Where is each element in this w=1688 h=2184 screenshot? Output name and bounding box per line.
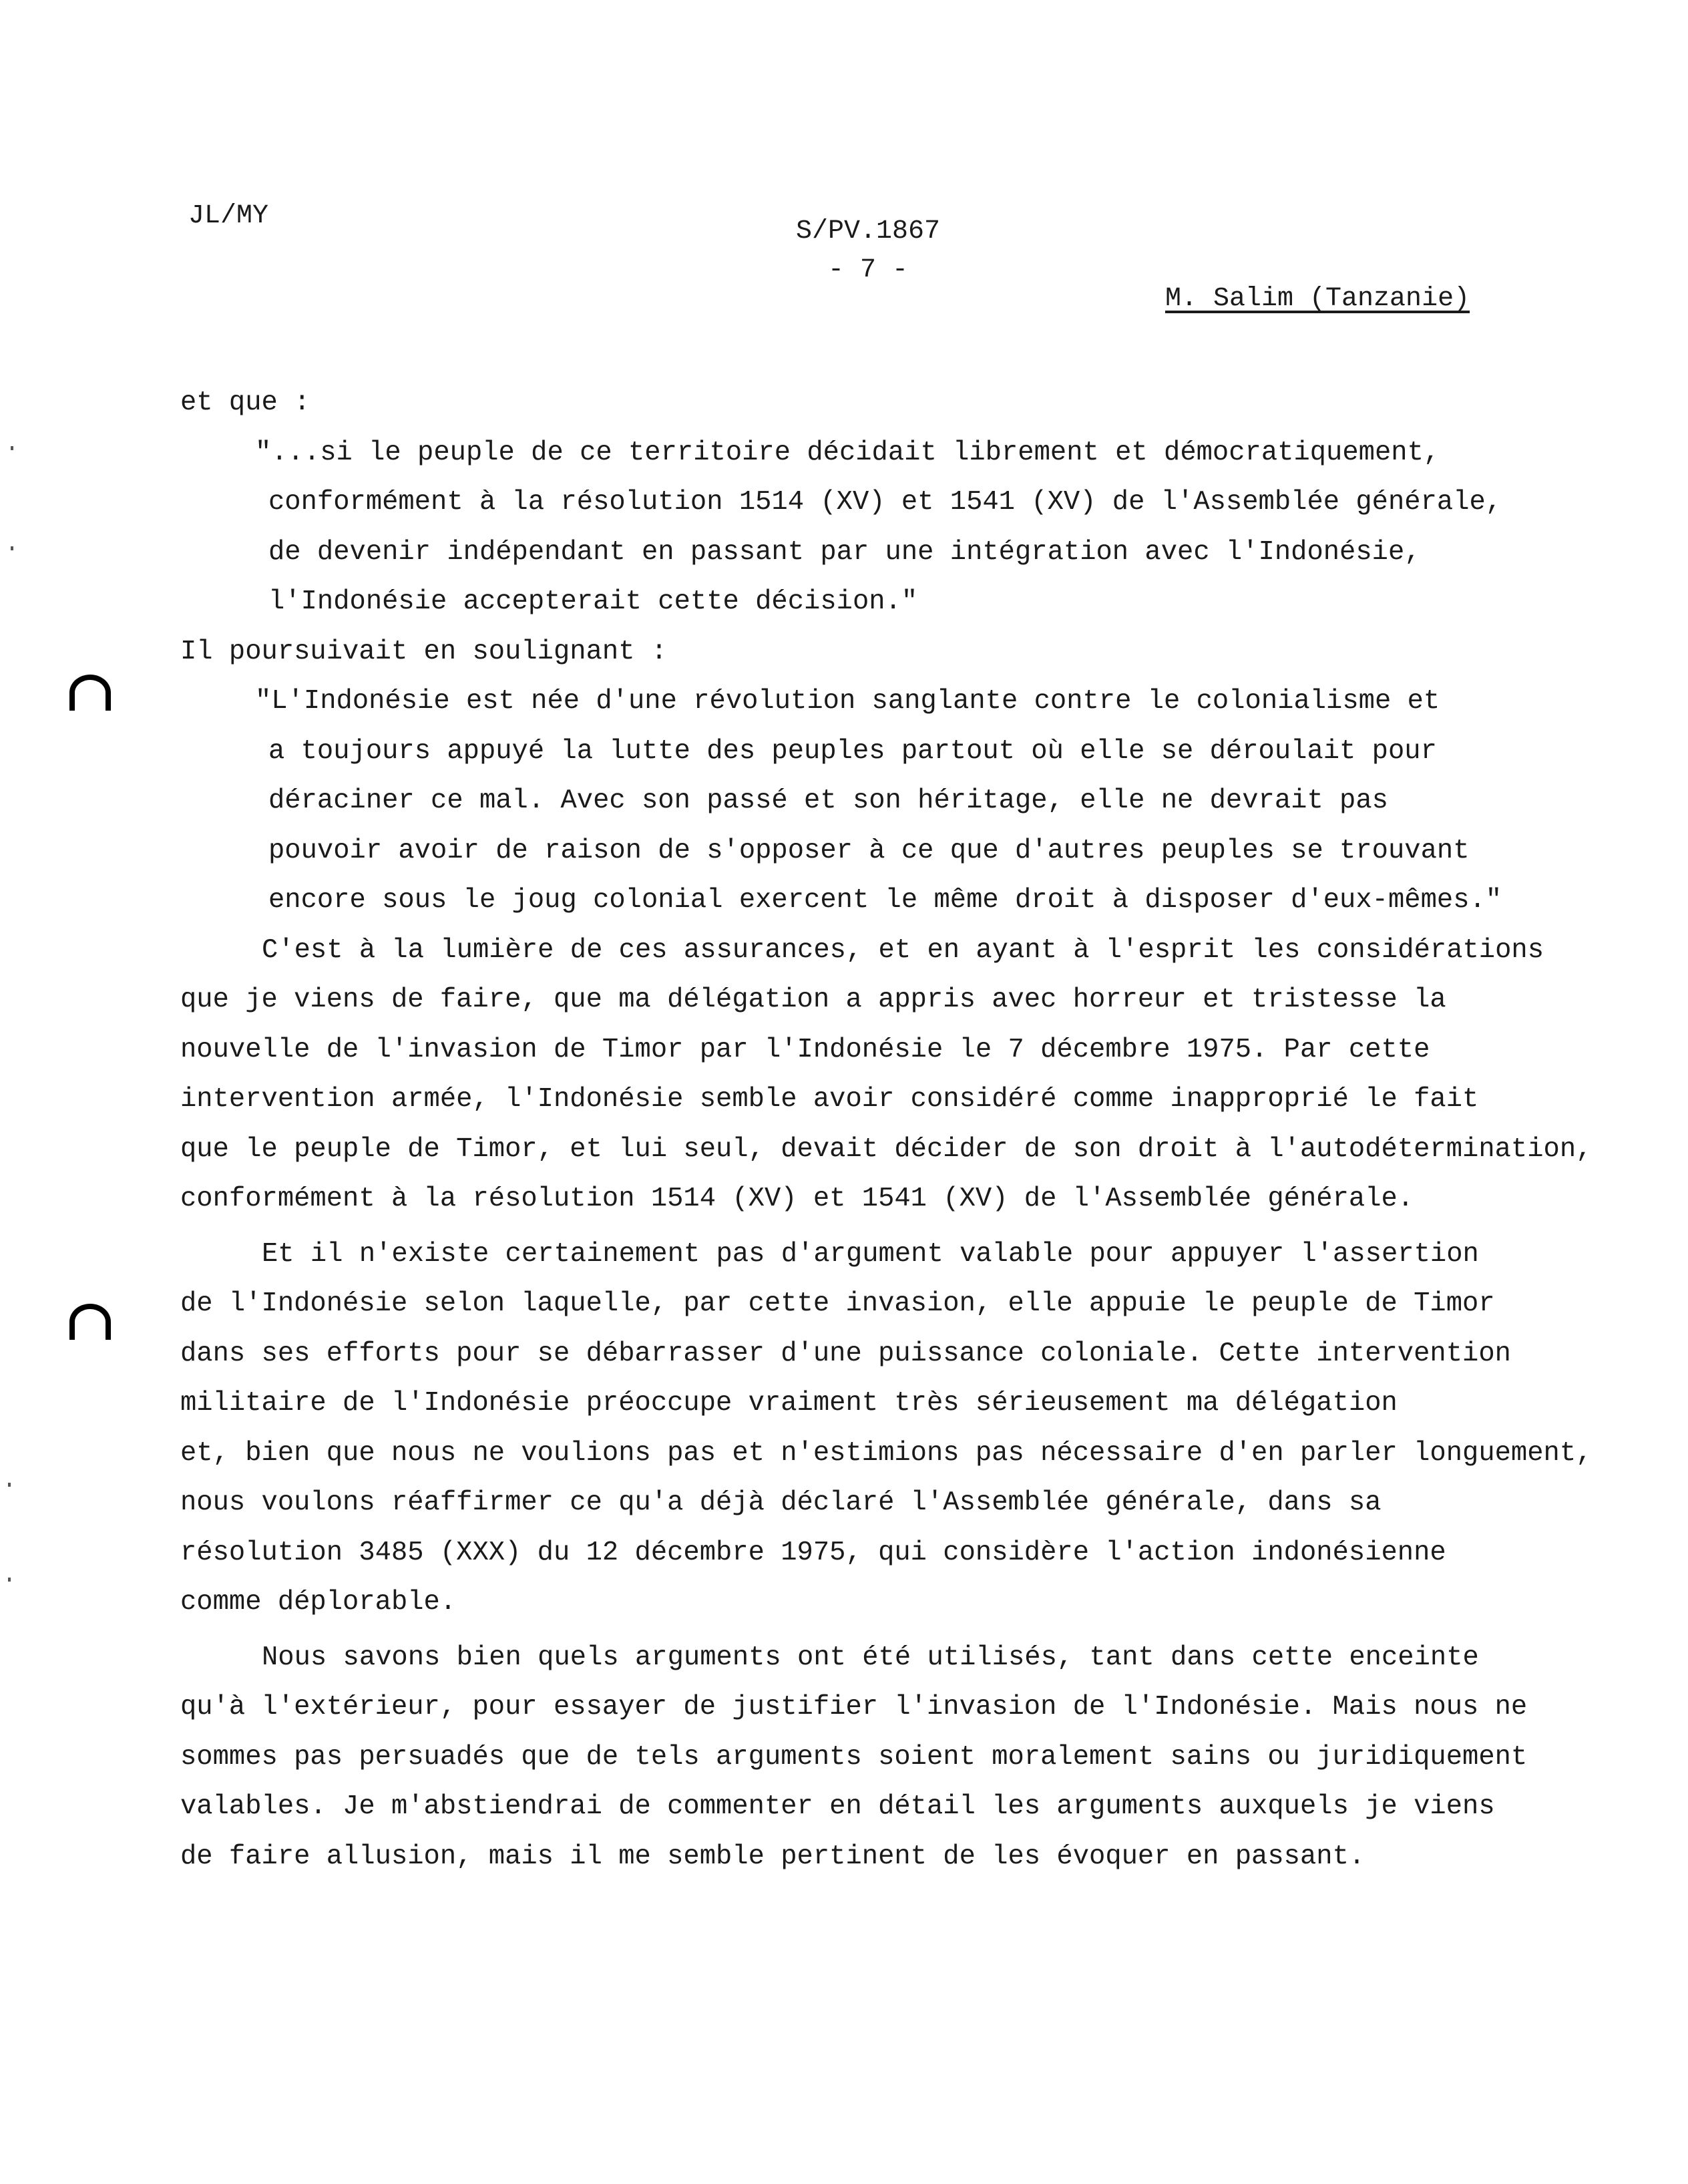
margin-speck (8, 1483, 11, 1487)
text-line: de faire allusion, mais il me semble pertinent de les évoquer en passant. (180, 1841, 1365, 1872)
text-line: sommes pas persuadés que de tels arguments soient moralement sains ou juridiquement (180, 1741, 1528, 1773)
text-line: qu'à l'extérieur, pour essayer de justifier l'invasion de l'Indonésie. Mais nous ne (180, 1692, 1528, 1722)
text-line: et, bien que nous ne voulions pas et n'estimions pas nécessaire d'en parler longuement, (180, 1437, 1593, 1469)
quote-line: déraciner ce mal. Avec son passé et son héritage, elle ne devrait pas (268, 785, 1388, 816)
text-line: comme déplorable. (180, 1587, 457, 1618)
text-line: résolution 3485 (XXX) du 12 décembre 1975, qui considère l'action indonésienne (180, 1537, 1446, 1568)
punch-hole-mark (69, 1304, 111, 1340)
text-line: dans ses efforts pour se débarrasser d'une puissance coloniale. Cette intervention (180, 1338, 1511, 1369)
text-line: que je viens de faire, que ma délégation a appris avec horreur et tristesse la (180, 984, 1446, 1015)
page-number: - 7 - (827, 255, 909, 285)
text-line: conformément à la résolution 1514 (XV) et 1541 (XV) de l'Assemblée générale. (180, 1184, 1414, 1214)
text-line: Il poursuivait en soulignant : (180, 636, 668, 667)
text-line: que le peuple de Timor, et lui seul, devait décider de son droit à l'autodétermination, (180, 1133, 1593, 1165)
margin-speck (8, 1578, 11, 1582)
document-reference (734, 212, 1002, 290)
quote-line: encore sous le joug colonial exercent le même droit à disposer d'eux-mêmes." (268, 885, 1502, 916)
speech-body (180, 378, 1629, 1881)
reference-initials: JL/MY (188, 201, 269, 231)
quote-line: conformément à la résolution 1514 (XV) et 1541 (XV) de l'Assemblée générale, (268, 487, 1502, 518)
speaker-name: M. Salim (Tanzanie) (1165, 284, 1470, 314)
quote-line: l'Indonésie accepterait cette décision." (268, 586, 918, 617)
margin-speck (11, 546, 13, 550)
text-line: de l'Indonésie selon laquelle, par cette invasion, elle appuie le peuple de Timor (180, 1288, 1495, 1319)
text-line: intervention armée, l'Indonésie semble avoir considéré comme inapproprié le fait (180, 1084, 1479, 1115)
quote-line: pouvoir avoir de raison de s'opposer à ce que d'autres peuples se trouvant (268, 835, 1470, 866)
text-line: militaire de l'Indonésie préoccupe vraiment très sérieusement ma délégation (180, 1388, 1398, 1419)
text-line: valables. Je m'abstiendrai de commenter en détail les arguments auxquels je viens (180, 1791, 1495, 1822)
quote-line: "...si le peuple de ce territoire décidait librement et démocratiquement, (255, 437, 1440, 468)
punch-hole-mark (69, 675, 111, 711)
paragraph-first-line: Nous savons bien quels arguments ont été utilisés, tant dans cette enceinte (262, 1642, 1479, 1673)
quote-line: de devenir indépendant en passant par une intégration avec l'Indonésie, (268, 536, 1421, 568)
text-line: nouvelle de l'invasion de Timor par l'Indonésie le 7 décembre 1975. Par cette (180, 1034, 1430, 1065)
quote-line: a toujours appuyé la lutte des peuples partout où elle se déroulait pour (268, 735, 1437, 767)
text-line: nous voulons réaffirmer ce qu'a déjà déclaré l'Assemblée générale, dans sa (180, 1487, 1382, 1518)
text-line: et que : (180, 387, 310, 418)
paragraph-first-line: C'est à la lumière de ces assurances, et en ayant à l'esprit les considérations (262, 934, 1544, 966)
paragraph-first-line: Et il n'existe certainement pas d'argument valable pour appuyer l'assertion (262, 1238, 1479, 1270)
quote-line: "L'Indonésie est née d'une révolution sanglante contre le colonialisme et (255, 686, 1440, 717)
margin-speck (11, 446, 13, 450)
document-symbol: S/PV.1867 (795, 216, 941, 246)
